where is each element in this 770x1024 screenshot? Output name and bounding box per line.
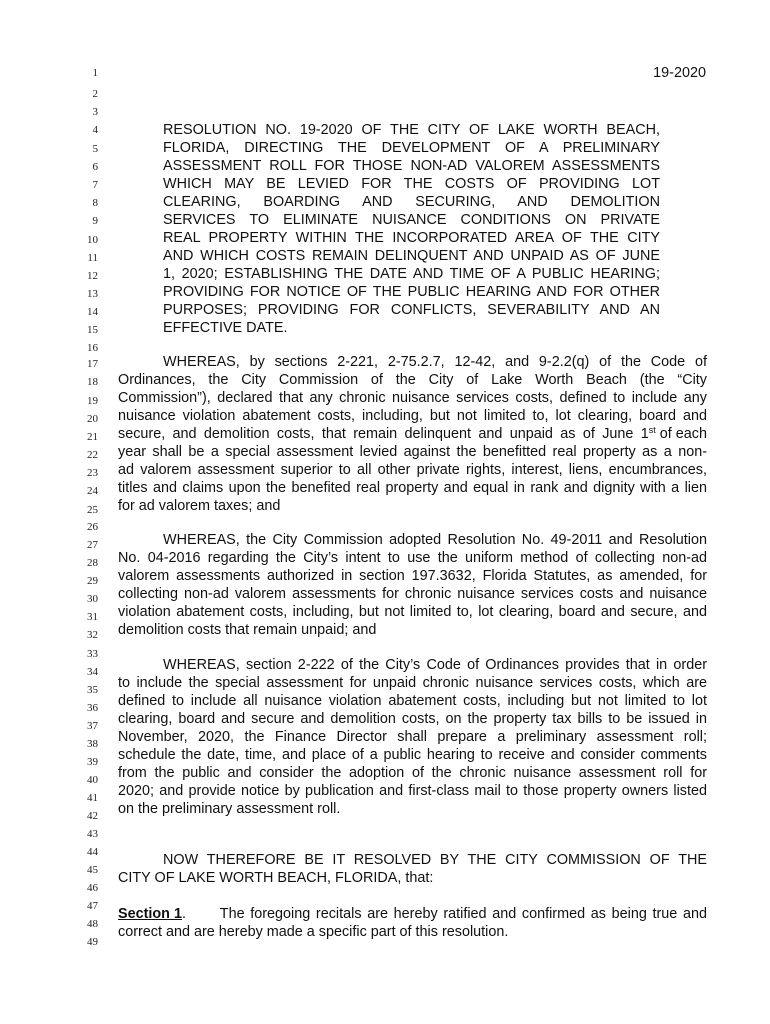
paragraph-line: Commission”), declared that any chronic nuisance services costs, defined to include any — [118, 390, 707, 406]
line-number: 21 — [87, 431, 98, 443]
paragraph-line-text: secure, and demolition costs, that remain delinquent and unpaid as of June 1 — [118, 426, 649, 442]
line-number: 30 — [87, 593, 98, 605]
paragraph-line: CITY OF LAKE WORTH BEACH, FLORIDA, that: — [118, 870, 434, 886]
paragraph-line — [118, 427, 707, 441]
paragraph-line: ad valorem assessment superior to all other private rights, interest, liens, encumbrances, — [118, 462, 707, 478]
line-number: 42 — [87, 810, 98, 822]
line-number: 37 — [87, 720, 98, 732]
line-number: 31 — [87, 611, 98, 623]
title-line: SERVICES TO ELIMINATE NUISANCE CONDITIONS ON PRIVATE — [163, 212, 660, 228]
line-number: 39 — [87, 756, 98, 768]
line-number: 46 — [87, 882, 98, 894]
title-line: ASSESSMENT ROLL FOR THOSE NON-AD VALOREM ASSESSMENTS — [163, 158, 660, 174]
paragraph-line: on the preliminary assessment roll. — [118, 801, 341, 817]
line-number: 8 — [92, 197, 98, 209]
paragraph-line: titles and claims upon the benefited real property and equal in rank and dignity with a lien — [118, 480, 707, 496]
title-line: WHICH MAY BE LEVIED FOR THE COSTS OF PROVIDING LOT — [163, 176, 660, 192]
paragraph-line: schedule the date, time, and place of a public hearing to receive and consider comments — [118, 747, 707, 763]
title-line: PURPOSES; PROVIDING FOR CONFLICTS, SEVERABILITY AND AN — [163, 302, 660, 318]
paragraph-line: WHEREAS, by sections 2-221, 2-75.2.7, 12-42, and 9-2.2(q) of the Code of — [163, 354, 707, 370]
line-number: 41 — [87, 792, 98, 804]
line-number: 20 — [87, 413, 98, 425]
title-line: AND WHICH COSTS REMAIN DELINQUENT AND UNPAID AS OF JUNE — [163, 248, 660, 264]
line-number: 4 — [92, 124, 98, 136]
paragraph-line: November, 2020, the Finance Director shall prepare a preliminary assessment roll; — [118, 729, 707, 745]
line-number: 18 — [87, 376, 98, 388]
paragraph-line: 2020; and provide notice by publication and first-class mail to those property owners listed — [118, 783, 707, 799]
paragraph-line: violation abatement costs, including, but not limited to, lot clearing, board and secure, and — [118, 604, 707, 620]
paragraph-line: from the public and consider the adoption of the chronic nuisance assessment roll for — [118, 765, 707, 781]
line-number: 19 — [87, 395, 98, 407]
paragraph-line: nuisance violation abatement costs, including, but not limited to, lot clearing, board and — [118, 408, 707, 424]
paragraph-line: collecting non-ad valorem assessments for chronic nuisance services costs and nuisance — [118, 586, 707, 602]
line-number: 5 — [92, 143, 98, 155]
paragraph-line — [118, 907, 707, 921]
title-line: 1, 2020; ESTABLISHING THE DATE AND TIME OF A PUBLIC HEARING; — [163, 266, 660, 282]
line-number: 40 — [87, 774, 98, 786]
paragraph-line: WHEREAS, section 2-222 of the City’s Code of Ordinances provides that in order — [163, 657, 707, 673]
line-number: 9 — [92, 215, 98, 227]
paragraph-line: Ordinances, the City Commission of the City of Lake Worth Beach (the “City — [118, 372, 707, 388]
line-number: 14 — [87, 306, 98, 318]
line-number: 10 — [87, 234, 98, 246]
title-line: FLORIDA, DIRECTING THE DEVELOPMENT OF A PRELIMINARY — [163, 140, 660, 156]
line-number: 27 — [87, 539, 98, 551]
paragraph-line-tail: of each — [655, 426, 707, 442]
paragraph-line: No. 04-2016 regarding the City’s intent to use the uniform method of collecting non-ad — [118, 550, 707, 566]
superscript-st: st — [648, 425, 656, 435]
line-number: 43 — [87, 828, 98, 840]
paragraph-line: valorem assessments authorized in section 197.3632, Florida Statutes, as amended, for — [118, 568, 707, 584]
document-number: 19-2020 — [653, 65, 706, 81]
paragraph-line: clearing, board and secure and demolition costs, on the property tax bills to be issued in — [118, 711, 707, 727]
title-line: RESOLUTION NO. 19-2020 OF THE CITY OF LAKE WORTH BEACH, — [163, 122, 660, 138]
line-number: 29 — [87, 575, 98, 587]
line-number: 24 — [87, 485, 98, 497]
paragraph-line: defined to include all nuisance violation abatement costs, including but not limited to lot — [118, 693, 707, 709]
section-heading: Section 1 — [118, 906, 182, 922]
title-line: EFFECTIVE DATE. — [163, 320, 288, 336]
line-number: 23 — [87, 467, 98, 479]
title-line: PROVIDING FOR NOTICE OF THE PUBLIC HEARING AND FOR OTHER — [163, 284, 660, 300]
line-number: 32 — [87, 629, 98, 641]
line-number: 2 — [92, 88, 98, 100]
line-number: 12 — [87, 270, 98, 282]
line-number: 26 — [87, 521, 98, 533]
line-number: 35 — [87, 684, 98, 696]
line-number: 1 — [92, 67, 98, 79]
title-line: REAL PROPERTY WITHIN THE INCORPORATED AREA OF THE CITY — [163, 230, 660, 246]
line-number: 45 — [87, 864, 98, 876]
line-number: 49 — [87, 936, 98, 948]
paragraph-line: correct and are hereby made a specific part of this resolution. — [118, 924, 509, 940]
line-number: 44 — [87, 846, 98, 858]
line-number: 34 — [87, 666, 98, 678]
paragraph-line: to include the special assessment for unpaid chronic nuisance services costs, which are — [118, 675, 707, 691]
paragraph-line: NOW THEREFORE BE IT RESOLVED BY THE CITY COMMISSION OF THE — [163, 852, 707, 868]
line-number: 7 — [92, 179, 98, 191]
line-number: 38 — [87, 738, 98, 750]
line-number: 48 — [87, 918, 98, 930]
paragraph-line-text: . The foregoing recitals are hereby ratified and confirmed as being true and — [181, 906, 707, 922]
line-number: 47 — [87, 900, 98, 912]
line-number: 11 — [87, 252, 98, 264]
line-number: 16 — [87, 342, 98, 354]
paragraph-line: WHEREAS, the City Commission adopted Resolution No. 49-2011 and Resolution — [163, 532, 707, 548]
line-number: 36 — [87, 702, 98, 714]
line-number: 22 — [87, 449, 98, 461]
paragraph-line: demolition costs that remain unpaid; and — [118, 622, 377, 638]
paragraph-line: year shall be a special assessment levied against the benefitted real property as a non- — [118, 444, 707, 460]
paragraph-line: for ad valorem taxes; and — [118, 498, 281, 514]
line-number: 28 — [87, 557, 98, 569]
line-number: 25 — [87, 504, 98, 516]
title-line: CLEARING, BOARDING AND SECURING, AND DEMOLITION — [163, 194, 660, 210]
line-number: 6 — [92, 161, 98, 173]
line-number: 15 — [87, 324, 98, 336]
line-number: 3 — [92, 106, 98, 118]
line-number: 17 — [87, 358, 98, 370]
line-number: 13 — [87, 288, 98, 300]
line-number: 33 — [87, 648, 98, 660]
